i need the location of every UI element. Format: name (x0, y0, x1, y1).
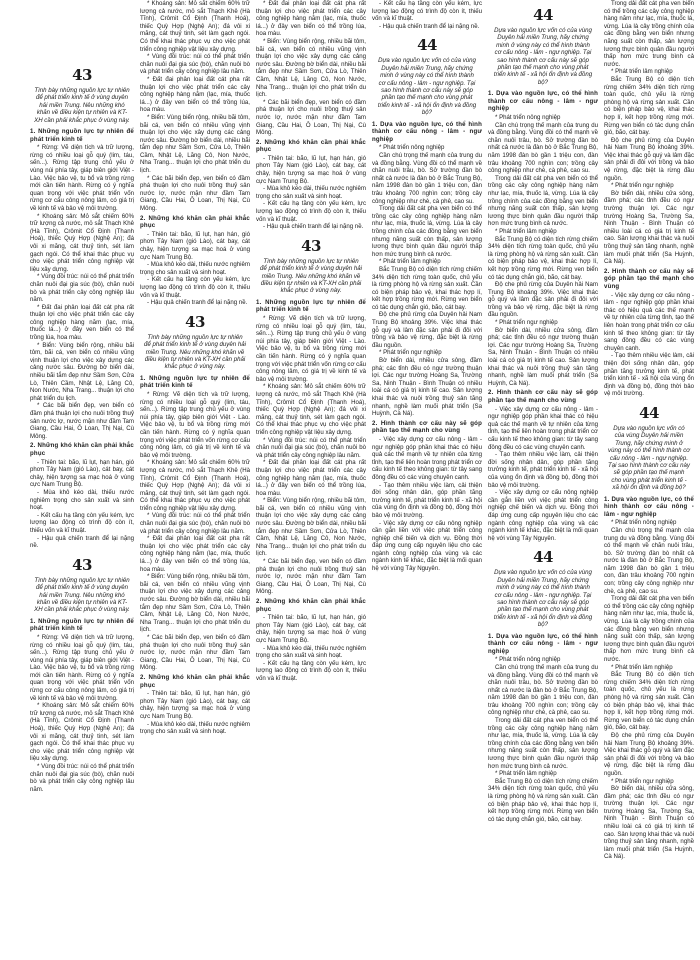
paragraph: - Mùa khô kéo dài, thiếu nước nghiêm trọng cho sản xuất và sinh hoạt. (30, 488, 134, 512)
question-number: 44 (533, 6, 553, 24)
question-block-43-third (256, 237, 366, 683)
paragraph: Bắc Trung Bộ có diện tích rừng chiếm 34% diện tích rừng toàn quốc, chủ yếu là rừng phòng hộ và rừng sản xuất. Cần có biện pháp bảo vệ, khai thác hợp lí, kết hợp trồng rừng mới. Rừng ven biển có tác dụng chắn gió, bão, cát bay. (488, 777, 598, 823)
question-number: 43 (72, 66, 92, 84)
paragraph: - Tạo thêm nhiều việc làm, cải thiện đời sống nhân dân, góp phần tăng trưởng kinh tế, phát triển kinh tế - xã hội của vùng ổn định và đồng bộ, đồng thời bảo vệ môi trường. (488, 451, 598, 489)
paragraph: - Việc xây dựng cơ cấu nông nghiệp cần gắn liền với việc phát triển công nghiệp chế biến và dịch vụ. Đồng thời đáp ứng cung cấp nguyên liệu cho các ngành công nghiệp của vùng và các ngành kinh tế khác, đặc biệt là mối quan hệ với vùng Tây Nguyên. (488, 489, 598, 542)
paragraph: - Thiên tai: bão, lũ lụt, hạn hán, gió phơn Tây Nam (gió Lào), cát bay, cát chảy, hiện tượng sa mạc hoá ở vùng cực Nam Trung Bộ. (256, 614, 366, 644)
paragraph: - Hậu quả chiến tranh để lại nặng nề. (379, 22, 480, 30)
paragraph: * Rừng: Vẽ diện tích và trữ lượng, rừng có nhiều loại gỗ quý (lim, táu, sến...). Rừng tập trung chủ yếu ở vùng núi phía tây, giáp biên giới Việt - Lào. Việc bảo vệ, tu bổ và trồng rừng mới cần tiến hành. Rừng có ý nghĩa quan trọng với việc phát triển vốn rừng cơ cấu công nông lâm, có giá trị về kinh tế và bảo vệ môi trường. (30, 144, 134, 212)
paragraph: Trong dải đất cát pha ven biển có thể trồng các cây công nghiệp hàng năm như lạc, mía, thuốc lá, vừng. Lúa là cây trồng chính của các đồng bằng ven biển nhưng năng suất còn thấp, sản lượng lương thực bình quân đầu người thấp hơn mức trung bình cả nước. (604, 0, 694, 68)
paragraph: - Thiên tai: bão, lũ lụt, hạn hán, gió phơn Tây Nam (gió Lào), cát bay, cát chảy, hiện tượng sa mạc hoá ở vùng cực Nam Trung Bộ. (140, 690, 250, 720)
paragraph: * Phát triển ngư nghiệp (379, 349, 442, 357)
paragraph: Độ che phủ rừng của Duyên hải Nam Trung Bộ khoảng 39%. Việc khai thác gỗ quý và lâm đặc sản phải đi đôi với trồng và bảo vệ rừng, đặc biệt là rừng đầu nguồn. (372, 311, 482, 349)
paragraph: * Các bãi biển đẹp, ven biển có đầm phá thuận lợi cho nuôi trồng thuỷ sản nước lợ, nước mặn như đầm Tam Giang, Cầu Hai, Ô Loan, Thị Nại, Cù Mông. (140, 633, 250, 672)
question-number: 44 (533, 548, 553, 567)
paragraph: - Kết cấu hạ tầng còn yếu kém, lực lượng lao động có trình độ còn ít, thiếu vốn và kĩ thuật. (30, 511, 134, 534)
paragraph: * Vùng đồi trúc: núi có thể phát triển chăn nuôi đại gia súc (bò), chăn nuôi bò và phát triển cây công nghiệp lâu năm. (30, 273, 134, 304)
section-heading: 2. Hình thành cơ cấu này sẽ góp phần tạo thế mạnh cho vùng (488, 389, 598, 404)
paragraph: * Các bãi biển đẹp, ven biển có đầm phá thuận lợi cho nuôi trồng thuỷ sản nước lợ, nước mặn như đầm Tam Giang, Cầu Hai, Ô Loan, Thị Nại, Cù Mông. (140, 174, 250, 213)
paragraph: * Biển: Vùng biển rộng, nhiều bãi tôm, bãi cá, ven biển có nhiều vũng vịnh thuận lợi cho việc xây dựng các cảng nước sâu. Đường bờ biển dài, nhiều bãi tắm đẹp như Sầm Sơn, Cửa Lò, Thiên Cầm, Nhật Lệ, Lăng Cô, Non Nước, Nha Trang... thuận lợi cho phát triển du lịch. (140, 573, 250, 634)
section-heading: 1. Dựa vào nguồn lực, có thể hình thành cơ cấu nông - lâm - ngư nghiệp (488, 632, 598, 655)
paragraph: - Kết cấu hạ tầng còn yếu kém, lực lượng lao động có trình độ còn ít, thiếu vốn và kĩ thuật. (256, 659, 366, 682)
paragraph: - Mùa khô kéo dài, thiếu nước nghiêm trọng cho sản xuất và sinh hoạt. (140, 261, 250, 276)
paragraph: Bắc Trung Bộ có diện tích rừng chiếm 34% diện tích rừng toàn quốc, chủ yếu là rừng phòng hộ và rừng sản xuất. Cần có biện pháp bảo vệ, khai thác hợp lí, kết hợp trồng rừng mới. Rừng ven biển có tác dụng chắn gió, bão, cát bay. (372, 265, 482, 311)
paragraph: Cần chú trọng thế mạnh của trung du và đồng bằng. Vùng đồi có thể mạnh về chăn nuôi trâu, bò. Sở trường đàn bò nhất cả nước là đàn bò ở Bắc Trung Bộ, năm 1998 đàn bò gần 1 triệu con, đàn trâu khoảng 700 nghìn con; trồng cây công nghiệp như chè, cà phê, cao su. (604, 526, 694, 595)
paragraph: * Đất đai phân loại đất cát pha rất thuận lợi cho việc phát triển các cây công nghiệp hàng năm (lạc, mía, thuốc lá...) ở đây ven biển có thể trồng lúa, hoa màu. (256, 459, 366, 497)
question-intro: Dựa vào nguồn lực vốn có của vùng Duyên hải miền Trung, hãy chứng minh ở vùng này có thể hình thành cơ cấu nông - lâm - ngư nghiệp. Tại sao hình thành cơ cấu này sẽ góp phần tạo thế mạnh cho vùng phát triển kinh tế - xã hội ổn định và đồng bộ? (493, 27, 593, 86)
paragraph: * Rừng: Vẽ diện tích và trữ lượng, rừng có nhiều loại gỗ quý (lim, táu, sến...). Rừng tập trung chủ yếu ở vùng núi phía tây, giáp biên giới Việt - Lào. Việc bảo vệ, tu bổ và trồng rừng mới cần tiến hành. Rừng có ý nghĩa quan trọng với việc phát triển vốn rừng cơ cấu công nông lâm, có giá trị về kinh tế và bảo vệ môi trường. (140, 390, 250, 459)
paragraph: * Biển: Vùng biển rộng, nhiều bãi tôm, bãi cá, ven biển có nhiều vũng vịnh thuận lợi cho việc xây dựng các cảng nước sâu. Đường bờ biển dài, nhiều bãi tắm đẹp như Sầm Sơn, Cửa Lò, Thiên Cầm, Nhật Lệ, Lăng Cô, Non Nước, Nha Trang... thuận lợi cho phát triển du lịch. (256, 497, 366, 558)
paragraph: - Việc xây dựng cơ cấu nông - lâm - ngư nghiệp góp phần khai thác có hiệu quả các thế mạnh về tự nhiên của từng tỉnh, tạo thế liên hoàn trong phát triển cơ cấu kinh tế theo không gian: từ tây sang đông đều có các vùng chuyên canh. (604, 291, 694, 352)
question-block-44-fourth (604, 404, 694, 861)
paragraph: * Phát triển ngư nghiệp (495, 319, 558, 327)
paragraph: * Đất đai phân loại đất cát pha rất thuận lợi cho việc phát triển các cây công nghiệp hàng năm (lạc, mía, thuốc lá...) ở đây ven biển có thể trồng lúa, hoa màu. (140, 75, 250, 114)
paragraph: Bờ biển dài, nhiều cửa sông, đầm phá; các tỉnh đều có ngư trường thuận lợi. Các ngư trường Hoàng Sa, Trường Sa, Ninh Thuận - Bình Thuận có nhiều loài cá có giá trị kinh tế cao. Sản lượng khai thác và nuôi trồng thuỷ sản tăng nhanh, nghề làm muối phát triển (Sa Huỳnh, Cà Ná). (604, 189, 694, 266)
paragraph: * Đất đai phân loại đất cát pha rất thuận lợi cho việc phát triển các cây công nghiệp hàng năm (lạc, mía, thuốc lá...) ở đây ven biển có thể trồng lúa, hoa màu. (140, 535, 250, 573)
section-heading: 2. Những khó khăn cần phải khắc phục (140, 673, 250, 689)
paragraph: Trong dải đất cát pha ven biển có thể trồng các cây công nghiệp hàng năm như lạc, mía, thuốc lá, vừng. Lúa là cây trồng chính của các đồng bằng ven biển nhưng năng suất còn thấp, sản lượng lương thực bình quân đầu người thấp hơn mức trung bình cả nước. (372, 205, 482, 258)
question-number: 44 (417, 36, 437, 55)
question-block-43-cont (372, 0, 482, 30)
text-column-3 (256, 0, 366, 960)
paragraph: - Hậu quả chiến tranh để lại nặng nề. (147, 299, 248, 307)
section-heading: 2. Những khó khăn cần phải khắc phục (140, 214, 250, 230)
paragraph: * Biển: Vùng biển rộng, nhiều bãi tôm, bãi cá, ven biển có nhiều vũng vịnh thuận lợi cho việc xây dựng các cảng nước sâu. Đường bờ biển dài, nhiều bãi tắm đẹp như Sầm Sơn, Cửa Lò, Thiên Cầm, Nhật Lệ, Lăng Cô, Non Nước, Nha Trang... thuận lợi cho phát triển du lịch. (256, 37, 366, 99)
section-heading: 2. Những khó khăn cần phải khắc phục (30, 442, 134, 457)
paragraph: Cần chú trọng thế mạnh của trung du và đồng bằng. Vùng đồi có thể mạnh về chăn nuôi trâu, bò. Sở trường đàn bò nhất cả nước là đàn bò ở Bắc Trung Bộ, năm 1998 đàn bò gần 1 triệu con, đàn trâu khoảng 700 nghìn con; trồng cây công nghiệp như chè, cà phê, cao su. (488, 663, 598, 717)
paragraph: * Các bãi biển đẹp, ven biển có đầm phá thuận lợi cho nuôi trồng thuỷ sản nước lợ, nước mặn như đầm Tam Giang, Cầu Hai, Ô Loan, Thị Nại, Cù Mông. (256, 98, 366, 137)
paragraph: - Hậu quả chiến tranh để lại nặng nề. (30, 534, 134, 550)
paragraph: * Phát triển lâm nghiệp (379, 258, 441, 266)
paragraph: Độ che phủ rừng của Duyên hải Nam Trung Bộ khoảng 39%. Việc khai thác gỗ quý và lâm đặc sản phải đi đôi với trồng và bảo vệ rừng, đặc biệt là rừng đầu nguồn. (604, 731, 694, 777)
question-block-44-third (488, 548, 598, 823)
paragraph: - Mùa khô kéo dài, thiếu nước nghiêm trọng cho sản xuất và sinh hoạt. (256, 644, 366, 660)
paragraph: Cần chú trọng thế mạnh của trung du và đồng bằng. Vùng đồi có thể mạnh về chăn nuôi trâu, bò. Sở trường đàn bò nhất cả nước là đàn bò ở Bắc Trung Bộ, năm 1998 đàn bò gần 1 triệu con, đàn trâu khoảng 700 nghìn con; trồng cây công nghiệp như chè, cà phê, cao su. (372, 152, 482, 205)
section-heading: 1. Dựa vào nguồn lực, có thể hình thành cơ cấu nông - lâm - ngư nghiệp (372, 120, 482, 143)
question-intro: Tình bày những nguồn lực tự nhiên để phát triển kinh tế ở vùng duyên hải miền Trung. Nêu những khó khăn về điều kiện tự nhiên và KT-XH cần phải khắc phục ở vùng này. (34, 576, 130, 614)
paragraph: - Tạo thêm nhiều việc làm, cải thiện đời sống nhân dân, góp phần tăng trưởng kinh tế, phát triển kinh tế - xã hội của vùng ổn định và đồng bộ, đồng thời bảo vệ môi trường. (372, 481, 482, 519)
text-column-5 (488, 0, 598, 960)
text-column-1 (30, 0, 134, 960)
question-block-43-second (140, 313, 250, 736)
question-intro: Dựa vào nguồn lực vốn có của vùng Duyên hải miền Trung, hãy chứng minh ở vùng này có thể hình thành cơ cấu nông - lâm - ngư nghiệp. Tại sao hình thành cơ cấu này sẽ góp phần tạo thế mạnh cho vùng phát triển kinh tế - xã hội ổn định và đồng bộ? (377, 57, 477, 117)
paragraph: * Đất đai phân loại đất cát pha rất thuận lợi cho việc phát triển các cây công nghiệp hàng năm (lạc, mía, thuốc lá...) ở đây ven biển có thể trồng lúa, hoa màu. (30, 303, 134, 342)
paragraph: Bắc Trung Bộ có diện tích rừng chiếm 34% diện tích rừng toàn quốc, chủ yếu là rừng phòng hộ và rừng sản xuất. Cần có biện pháp bảo vệ, khai thác hợp lí, kết hợp trồng rừng mới. Rừng ven biển có tác dụng chắn gió, bão, cát bay. (488, 235, 598, 281)
paragraph: * Khoáng sản: Mỏ sắt chiếm 60% trữ lượng cả nước, mỏ sắt Thạch Khê (Hà Tĩnh), Crômit Cổ Định (Thanh Hoá), thiếc Quỳ Hợp (Nghệ An); đá vôi xi măng, cát thuỷ tinh, sét làm gạch ngói. Có thể khai thác phục vụ cho việc phát triển công nghiệp vật liệu xây dựng. (140, 459, 250, 512)
paragraph: * Các bãi biển đẹp, ven biển có đầm phá thuận lợi cho nuôi trồng thuỷ sản nước lợ, nước mặn như đầm Tam Giang, Cầu Hai, Ô Loan, Thị Nại, Cù Mông. (30, 402, 134, 440)
top-spacer (30, 0, 134, 60)
paragraph: - Việc xây dựng cơ cấu nông nghiệp cần gắn liền với việc phát triển công nghiệp chế biến và dịch vụ. Đồng thời đáp ứng cung cấp nguyên liệu cho các ngành công nghiệp của vùng và các ngành kinh tế khác, đặc biệt là mối quan hệ với vùng Tây Nguyên. (372, 519, 482, 573)
question-intro: Dựa vào nguồn lực vốn có của vùng Duyên hải miền Trung, hãy chứng minh ở vùng này có thể hình thành cơ cấu nông - lâm - ngư nghiệp. Tại sao hình thành cơ cấu này sẽ góp phần tạo thế mạnh cho vùng phát triển kinh tế - xã hội ổn định và đồng bộ? (493, 569, 593, 629)
section-heading: 1. Những nguồn lực tự nhiên để phát triển kinh tế (140, 374, 250, 390)
paragraph: - Thiên tai: bão, lũ lụt, hạn hán, gió phơn Tây Nam (gió Lào), cát bay, cát chảy, hiện tượng sa mạc hoá ở vùng cực Nam Trung Bộ. (140, 230, 250, 261)
question-intro: Tình bày những nguồn lực tự nhiên để phát triển kinh tế ở vùng duyên hải miền Trung. Nêu những khó khăn về điều kiện tự nhiên và KT-XH cần phải khắc phục ở vùng này. (34, 87, 130, 124)
paragraph: Bờ biển dài, nhiều cửa sông, đầm phá; các tỉnh đều có ngư trường thuận lợi. Các ngư trường Hoàng Sa, Trường Sa, Ninh Thuận - Bình Thuận có nhiều loài cá có giá trị kinh tế cao. Sản lượng khai thác và nuôi trồng thuỷ sản tăng nhanh, nghề làm muối phát triển (Sa Huỳnh, Cà Ná). (372, 357, 482, 418)
question-number: 43 (72, 555, 92, 574)
question-number: 43 (185, 312, 205, 331)
question-block-43-repeat (30, 556, 134, 794)
paragraph: * Đất đai phân loại đất cát pha rất thuận lợi cho việc phát triển các cây công nghiệp hàng năm (lạc, mía, thuốc lá...) ở đây ven biển có thể trồng lúa, hoa màu. (256, 0, 366, 38)
paragraph: Bờ biển dài, nhiều cửa sông, đầm phá; các tỉnh đều có ngư trường thuận lợi. Các ngư trường Hoàng Sa, Trường Sa, Ninh Thuận - Bình Thuận có nhiều loài cá có giá trị kinh tế cao. Sản lượng khai thác và nuôi trồng thuỷ sản tăng nhanh, nghề làm muối phát triển (Sa Huỳnh, Cà Ná). (488, 326, 598, 387)
paragraph: - Hậu quả chiến tranh để lại nặng nề. (263, 223, 364, 231)
question-intro: Tình bày những nguồn lực tự nhiên để phát triển kinh tế ở vùng duyên hải miền Trung. Nêu những khó khăn về điều kiện tự nhiên và KT-XH cần phải khắc phục ở vùng này. (260, 257, 362, 295)
text-column-2 (140, 0, 250, 960)
section-heading: 2. Những khó khăn cần phải khắc phục (256, 138, 366, 154)
paragraph: * Phát triển nông nghiệp (495, 114, 561, 122)
paragraph: * Phát triển ngư nghiệp (611, 777, 674, 785)
paragraph: - Tạo thêm nhiều việc làm, cải thiện đời sống nhân dân, góp phần tăng trưởng kinh tế, phát triển kinh tế - xã hội của vùng ổn định và đồng bộ, đồng thời bảo vệ môi trường. (604, 352, 694, 398)
paragraph: - Thiên tai: bão, lũ lụt, hạn hán, gió phơn Tây Nam (gió Lào), cát bay, cát chảy, hiện tượng sa mạc hoá ở vùng cực Nam Trung Bộ. (256, 154, 366, 185)
section-heading: 2. Những khó khăn cần phải khắc phục (256, 598, 366, 613)
paragraph: * Phát triển ngư nghiệp (611, 182, 674, 190)
question-intro: Tình bày những nguồn lực tự nhiên để phát triển kinh tế ở vùng duyên hải miền Trung. Nêu những khó khăn về điều kiện tự nhiên và KT-XH cần phải khắc phục ở vùng này. (144, 333, 246, 371)
question-block-43-cont (256, 0, 366, 231)
paragraph: Cần chú trọng thế mạnh của trung du và đồng bằng. Vùng đồi có thể mạnh về chăn nuôi trâu, bò. Sở trường đàn bò nhất cả nước là đàn bò ở Bắc Trung Bộ, năm 1998 đàn bò gần 1 triệu con, đàn trâu khoảng 700 nghìn con; trồng cây công nghiệp như chè, cà phê, cao su. (488, 121, 598, 175)
paragraph: * Rừng: Vẽ diện tích và trữ lượng, rừng có nhiều loại gỗ quý (lim, táu, sến...). Rừng tập trung chủ yếu ở vùng núi phía tây, giáp biên giới Việt - Lào. Việc bảo vệ, tu bổ và trồng rừng mới cần tiến hành. Rừng có ý nghĩa quan trọng với việc phát triển vốn rừng cơ cấu công nông lâm, có giá trị về kinh tế và bảo vệ môi trường. (30, 633, 134, 702)
question-block-43 (30, 66, 134, 550)
question-block-44 (372, 36, 482, 572)
paragraph: * Phát triển lâm nghiệp (611, 663, 673, 671)
paragraph: * Khoáng sản: Mỏ sắt chiếm 60% trữ lượng cả nước, mỏ sắt Thạch Khê (Hà Tĩnh), Crômit Cổ Định (Thanh Hoá), thiếc Quỳ Hợp (Nghệ An); đá vôi xi măng, cát thuỷ tinh, sét làm gạch ngói. Có thể khai thác phục vụ cho việc phát triển công nghiệp vật liệu xây dựng. (30, 702, 134, 763)
paragraph: * Vùng đồi trúc: núi có thể phát triển chăn nuôi đại gia súc (bò), chăn nuôi bò và phát triển cây công nghiệp lâu năm. (30, 763, 134, 793)
paragraph: * Phát triển nông nghiệp (379, 144, 445, 152)
question-number: 43 (301, 236, 321, 255)
question-block-44-cont (604, 0, 694, 398)
section-heading: 1. Dựa vào nguồn lực, có thể hình thành cơ cấu nông - lâm - ngư nghiệp (604, 495, 694, 518)
paragraph: Bắc Trung Bộ có diện tích rừng chiếm 34% diện tích rừng toàn quốc, chủ yếu là rừng phòng hộ và rừng sản xuất. Cần có biện pháp bảo vệ, khai thác hợp lí, kết hợp trồng rừng mới. Rừng ven biển có tác dụng chắn gió, bão, cát bay. (604, 671, 694, 732)
paragraph: * Biển: Vùng biển rộng, nhiều bãi tôm, bãi cá, ven biển có nhiều vũng vịnh thuận lợi cho việc xây dựng các cảng nước sâu. Đường bờ biển dài, nhiều bãi tắm đẹp như Sầm Sơn, Cửa Lò, Thiên Cầm, Nhật Lệ, Lăng Cô, Non Nước, Nha Trang... thuận lợi cho phát triển du lịch. (30, 341, 134, 402)
section-heading: 2. Hình thành cơ cấu này sẽ góp phần tạo thế mạnh cho vùng (604, 267, 694, 290)
section-heading: 1. Dựa vào nguồn lực, có thể hình thành cơ cấu nông - lâm - ngư nghiệp (488, 90, 598, 113)
section-heading: 1. Những nguồn lực tự nhiên để phát triển kinh tế (256, 298, 366, 314)
paragraph: * Rừng: Vẽ diện tích và trữ lượng, rừng có nhiều loại gỗ quý (lim, táu, sến...). Rừng tập trung chủ yếu ở vùng núi phía tây, giáp biên giới Việt - Lào. Việc bảo vệ, tu bổ và trồng rừng mới cần tiến hành. Rừng có ý nghĩa quan trọng với việc phát triển vốn rừng cơ cấu công nông lâm, có giá trị về kinh tế và bảo vệ môi trường. (256, 315, 366, 383)
paragraph: Trong dải đất cát pha ven biển có thể trồng các cây công nghiệp hàng năm như lạc, mía, thuốc lá, vừng. Lúa là cây trồng chính của các đồng bằng ven biển nhưng năng suất còn thấp, sản lượng lương thực bình quân đầu người thấp hơn mức trung bình cả nước. (604, 595, 694, 663)
paragraph: Bắc Trung Bộ có diện tích rừng chiếm 34% diện tích rừng toàn quốc, chủ yếu là rừng phòng hộ và rừng sản xuất. Cần có biện pháp bảo vệ, khai thác hợp lí, kết hợp trồng rừng mới. Rừng ven biển có tác dụng chắn gió, bão, cát bay. (604, 75, 694, 137)
question-block-43-cont (140, 0, 250, 307)
paragraph: * Phát triển nông nghiệp (611, 519, 677, 527)
paragraph: * Phát triển lâm nghiệp (611, 68, 673, 76)
paragraph: * Vùng đồi trúc: núi có thể phát triển chăn nuôi đại gia súc (bò), chăn nuôi bò và phát triển cây công nghiệp lâu năm. (140, 512, 250, 535)
section-heading: 1. Những nguồn lực tự nhiên để phát triển kinh tế (30, 128, 134, 143)
question-intro: Dựa vào nguồn lực vốn có của vùng Duyên hải miền Trung, hãy chứng minh ở vùng này có thể hình thành cơ cấu nông - lâm - ngư nghiệp. Tại sao hình thành cơ cấu này sẽ góp phần tạo thế mạnh cho vùng phát triển kinh tế - xã hội ổn định và đồng bộ? (608, 424, 690, 492)
paragraph: * Biển: Vùng biển rộng, nhiều bãi tôm, bãi cá, ven biển có nhiều vũng vịnh thuận lợi cho việc xây dựng các cảng nước sâu. Đường bờ biển dài, nhiều bãi tắm đẹp như Sầm Sơn, Cửa Lò, Thiên Cầm, Nhật Lệ, Lăng Cô, Non Nước, Nha Trang... thuận lợi cho phát triển du lịch. (140, 113, 250, 175)
paragraph: Trong dải đất cát pha ven biển có thể trồng các cây công nghiệp hàng năm như lạc, mía, thuốc lá, vừng. Lúa là cây trồng chính của các đồng bằng ven biển nhưng năng suất còn thấp, sản lượng lương thực bình quân đầu người thấp hơn mức trung bình cả nước. (488, 717, 598, 770)
paragraph: * Khoáng sản: Mỏ sắt chiếm 60% trữ lượng cả nước, mỏ sắt Thạch Khê (Hà Tĩnh), Crômit Cổ Định (Thanh Hoá), thiếc Quỳ Hợp (Nghệ An); đá vôi xi măng, cát thuỷ tinh, sét làm gạch ngói. Có thể khai thác phục vụ cho việc phát triển công nghiệp vật liệu xây dựng. (30, 212, 134, 273)
paragraph: * Khoáng sản: Mỏ sắt chiếm 60% trữ lượng cả nước, mỏ sắt Thạch Khê (Hà Tĩnh), Crômit Cổ Định (Thanh Hoá), thiếc Quỳ Hợp (Nghệ An); đá vôi xi măng, cát thuỷ tinh, sét làm gạch ngói. Có thể khai thác phục vụ cho việc phát triển công nghiệp vật liệu xây dựng. (256, 383, 366, 436)
paragraph: * Phát triển lâm nghiệp (495, 770, 557, 778)
paragraph: * Phát triển lâm nghiệp (495, 227, 557, 235)
paragraph: Trong dải đất cát pha ven biển có thể trồng các cây công nghiệp hàng năm như lạc, mía, thuốc lá, vừng. Lúa là cây trồng chính của các đồng bằng ven biển nhưng năng suất còn thấp, sản lượng lương thực bình quân đầu người thấp hơn mức trung bình cả nước. (488, 174, 598, 228)
text-column-6 (604, 0, 694, 960)
paragraph: - Việc xây dựng cơ cấu nông - lâm - ngư nghiệp góp phần khai thác có hiệu quả các thế mạnh về tự nhiên của từng tỉnh, tạo thế liên hoàn trong phát triển cơ cấu kinh tế theo không gian: từ tây sang đông đều có các vùng chuyên canh. (372, 435, 482, 481)
question-block-44-second (488, 6, 598, 542)
paragraph: - Thiên tai: bão, lũ lụt, hạn hán, gió phơn Tây Nam (gió Lào), cát bay, cát chảy, hiện tượng sa mạc hoá ở vùng cực Nam Trung Bộ. (30, 458, 134, 489)
paragraph: - Mùa khô kéo dài, thiếu nước nghiêm trọng cho sản xuất và sinh hoạt. (140, 720, 250, 736)
paragraph: Độ che phủ rừng của Duyên hải Nam Trung Bộ khoảng 39%. Việc khai thác gỗ quý và lâm đặc sản phải đi đôi với trồng và bảo vệ rừng, đặc biệt là rừng đầu nguồn. (488, 281, 598, 319)
paragraph: * Phát triển nông nghiệp (495, 656, 561, 664)
paragraph: Độ che phủ rừng của Duyên hải Nam Trung Bộ khoảng 39%. Việc khai thác gỗ quý và lâm đặc sản phải đi đôi với trồng và bảo vệ rừng, đặc biệt là rừng đầu nguồn. (604, 136, 694, 182)
question-number: 44 (639, 403, 659, 422)
paragraph: - Kết cấu hạ tầng còn yếu kém, lực lượng lao động có trình độ còn ít, thiếu vốn và kĩ thuật. (256, 200, 366, 223)
paragraph: * Khoáng sản: Mỏ sắt chiếm 60% trữ lượng cả nước, mỏ sắt Thạch Khê (Hà Tĩnh), Crômit Cổ Định (Thanh Hoá), thiếc Quỳ Hợp (Nghệ An); đá vôi xi măng, cát thuỷ tinh, sét làm gạch ngói. Có thể khai thác phục vụ cho việc phát triển công nghiệp vật liệu xây dựng. (140, 0, 250, 53)
paragraph: * Vùng đồi trúc: núi có thể phát triển chăn nuôi đại gia súc (bò), chăn nuôi bò và phát triển cây công nghiệp lâu năm. (256, 436, 366, 459)
text-column-4 (372, 0, 482, 960)
paragraph: * Các bãi biển đẹp, ven biển có đầm phá thuận lợi cho nuôi trồng thuỷ sản nước lợ, nước mặn như đầm Tam Giang, Cầu Hai, Ô Loan, Thị Nại, Cù Mông. (256, 558, 366, 596)
section-heading: 2. Hình thành cơ cấu này sẽ góp phần tạo thế mạnh cho vùng (372, 419, 482, 435)
paragraph: - Kết cấu hạ tầng còn yếu kém, lực lượng lao động có trình độ còn ít, thiếu vốn và kĩ thuật. (372, 0, 482, 23)
section-heading: 1. Những nguồn lực tự nhiên để phát triển kinh tế (30, 617, 134, 633)
paragraph: - Việc xây dựng cơ cấu nông - lâm - ngư nghiệp góp phần khai thác có hiệu quả các thế mạnh về tự nhiên của từng tỉnh, tạo thế liên hoàn trong phát triển cơ cấu kinh tế theo không gian: từ tây sang đông đều có các vùng chuyên canh. (488, 405, 598, 451)
paragraph: Bờ biển dài, nhiều cửa sông, đầm phá; các tỉnh đều có ngư trường thuận lợi. Các ngư trường Hoàng Sa, Trường Sa, Ninh Thuận - Bình Thuận có nhiều loài cá có giá trị kinh tế cao. Sản lượng khai thác và nuôi trồng thuỷ sản tăng nhanh, nghề làm muối phát triển (Sa Huỳnh, Cà Ná). (604, 785, 694, 861)
paragraph: - Kết cấu hạ tầng còn yếu kém, lực lượng lao động có trình độ còn ít, thiếu vốn và kĩ thuật. (140, 276, 250, 299)
paragraph: * Vùng đồi trúc: núi có thể phát triển chăn nuôi đại gia súc (bò), chăn nuôi bò và phát triển cây công nghiệp lâu năm. (140, 53, 250, 76)
paragraph: - Mùa khô kéo dài, thiếu nước nghiêm trọng cho sản xuất và sinh hoạt. (256, 185, 366, 200)
